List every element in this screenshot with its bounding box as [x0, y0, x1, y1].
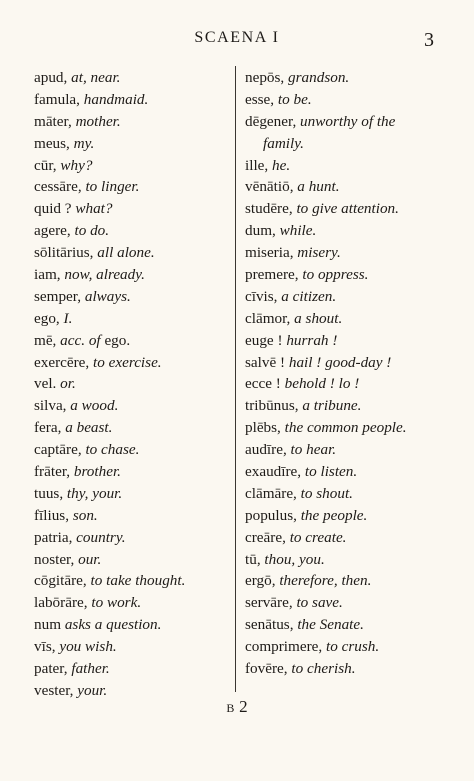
latin-word: tribūnus, [245, 397, 303, 415]
english-gloss: behold ! lo ! [284, 375, 360, 393]
latin-word: captāre, [34, 441, 86, 459]
latin-word: euge ! [245, 331, 287, 349]
english-gloss: brother. [73, 463, 121, 481]
page-number: 3 [424, 29, 434, 51]
vocab-entry [245, 330, 445, 352]
vocab-entry [34, 505, 229, 527]
vocabulary-column-left [34, 67, 229, 702]
latin-word: plēbs, [245, 419, 285, 437]
column-divider [235, 66, 236, 692]
english-gloss: our. [78, 550, 102, 568]
latin-word: cōgitāre, [34, 572, 91, 590]
english-gloss: hurrah ! [286, 331, 338, 349]
english-gloss: to shout. [300, 484, 353, 502]
vocab-entry [245, 570, 445, 592]
latin-word: dēgener, [245, 112, 301, 130]
latin-word: vel. [34, 375, 61, 393]
english-gloss: father. [71, 660, 110, 678]
latin-word: famula, [34, 90, 84, 108]
latin-word: nepōs, [245, 69, 289, 86]
vocab-entry [245, 286, 445, 308]
vocab-entry [34, 111, 229, 133]
vocab-entry [245, 176, 445, 198]
latin-word: sōlitārius, [34, 244, 98, 262]
signature-number: 2 [239, 697, 248, 716]
english-gloss: he. [272, 156, 291, 174]
vocab-entry [34, 242, 229, 264]
vocab-entry [245, 198, 445, 220]
latin-word: semper, [34, 287, 85, 305]
latin-word: ego, [34, 309, 64, 327]
latin-word: mē, [34, 331, 61, 349]
latin-word: dum, [245, 222, 280, 240]
latin-word: quid ? [34, 200, 76, 218]
vocab-entry [34, 636, 229, 658]
english-gloss: to take thought. [90, 572, 186, 590]
latin-word: premere, [245, 266, 303, 284]
english-gloss: to hear. [290, 441, 337, 459]
vocab-entry [34, 198, 229, 220]
english-gloss: the people. [300, 506, 368, 524]
english-gloss: country. [76, 528, 126, 546]
vocab-entry [245, 264, 445, 286]
english-gloss: therefore, then. [279, 572, 372, 590]
english-gloss: why? [60, 156, 93, 174]
vocab-entry [34, 264, 229, 286]
latin-word: cessāre, [34, 178, 86, 196]
vocabulary-column-right [245, 67, 445, 680]
english-gloss: to crush. [325, 638, 380, 656]
vocab-entry [245, 527, 445, 549]
vocab-entry [245, 461, 445, 483]
english-gloss: asks a question. [64, 616, 162, 634]
vocab-entry [245, 636, 445, 658]
vocab-entry [245, 505, 445, 527]
vocab-entry [34, 133, 229, 155]
english-gloss: acc. of [60, 331, 101, 349]
english-gloss: a shout. [294, 309, 343, 327]
vocab-entry [245, 133, 445, 155]
vocab-entry [34, 308, 229, 330]
latin-word: silva, [34, 397, 71, 415]
latin-word: salvē ! [245, 353, 289, 371]
vocab-entry [34, 527, 229, 549]
vocab-entry [245, 352, 445, 374]
latin-word: exercēre, [34, 353, 94, 371]
english-gloss: to oppress. [302, 266, 369, 284]
english-gloss: to create. [289, 528, 347, 546]
latin-word: cīvis, [245, 287, 282, 305]
latin-word: esse, [245, 90, 278, 108]
latin-word: exaudīre, [245, 463, 305, 481]
english-gloss: to exercise. [93, 353, 162, 371]
vocab-entry [34, 461, 229, 483]
latin-word: patria, [34, 528, 77, 546]
latin-word-tail: ego. [100, 331, 131, 349]
latin-word: studēre, [245, 200, 297, 218]
english-gloss: a beast. [65, 419, 113, 437]
vocab-entry [245, 111, 445, 133]
english-gloss: son. [72, 506, 98, 524]
english-gloss: a hunt. [297, 178, 340, 196]
latin-word: meus, [34, 134, 74, 152]
latin-word: ecce ! [245, 375, 285, 393]
english-gloss: to give attention. [296, 200, 399, 218]
english-gloss: I. [63, 309, 73, 327]
english-gloss: a wood. [70, 397, 119, 415]
latin-word: apud, [34, 69, 72, 86]
english-gloss: to cherish. [291, 660, 356, 678]
latin-word: comprimere, [245, 638, 326, 656]
vocab-entry [34, 286, 229, 308]
english-gloss: thy, your. [66, 484, 123, 502]
printer-signature [0, 697, 474, 717]
latin-word: tū, [245, 550, 265, 568]
latin-word: noster, [34, 550, 79, 568]
english-gloss: unworthy of the [300, 112, 396, 130]
english-gloss: mother. [75, 112, 121, 130]
english-gloss: misery. [297, 244, 341, 262]
vocab-entry [245, 242, 445, 264]
latin-word: clāmor, [245, 309, 295, 327]
signature-letter: B [226, 701, 236, 715]
vocab-entry [34, 89, 229, 111]
vocab-entry [34, 352, 229, 374]
latin-word: labōrāre, [34, 594, 92, 612]
vocab-entry [245, 614, 445, 636]
english-gloss: while. [279, 222, 317, 240]
latin-word: frāter, [34, 463, 74, 481]
vocab-entry [34, 395, 229, 417]
vocab-entry [245, 373, 445, 395]
latin-word: fera, [34, 419, 66, 437]
latin-word: fovēre, [245, 660, 292, 678]
vocab-entry [34, 67, 229, 89]
vocab-entry [245, 89, 445, 111]
vocab-entry [245, 155, 445, 177]
english-gloss: at, near. [71, 69, 121, 86]
vocab-entry [34, 570, 229, 592]
english-gloss: the Senate. [297, 616, 364, 634]
vocab-entry [245, 395, 445, 417]
vocab-entry [245, 592, 445, 614]
latin-word: num [34, 616, 65, 634]
english-gloss: family. [263, 134, 304, 152]
latin-word: miseria, [245, 244, 298, 262]
english-gloss: grandson. [288, 69, 350, 86]
english-gloss: to be. [277, 90, 312, 108]
vocab-entry [34, 614, 229, 636]
latin-word: pater, [34, 660, 72, 678]
vocab-entry [245, 549, 445, 571]
english-gloss: or. [60, 375, 76, 393]
latin-word: creāre, [245, 528, 290, 546]
latin-word: vīs, [34, 638, 60, 656]
english-gloss: a tribune. [302, 397, 362, 415]
vocab-entry [245, 483, 445, 505]
english-gloss: to save. [296, 594, 343, 612]
english-gloss: you wish. [59, 638, 117, 656]
latin-word: māter, [34, 112, 76, 130]
latin-word: tuus, [34, 484, 67, 502]
english-gloss: to chase. [85, 441, 140, 459]
latin-word: vēnātiō, [245, 178, 298, 196]
english-gloss: handmaid. [83, 90, 149, 108]
vocab-entry [245, 439, 445, 461]
latin-word: populus, [245, 506, 301, 524]
vocab-entry [245, 417, 445, 439]
vocab-entry [34, 155, 229, 177]
latin-word: clāmāre, [245, 484, 301, 502]
vocab-entry [34, 439, 229, 461]
latin-word: iam, [34, 266, 65, 284]
latin-word: cūr, [34, 156, 61, 174]
vocab-entry [34, 417, 229, 439]
english-gloss: hail ! good-day ! [288, 353, 392, 371]
vocab-entry [34, 330, 229, 352]
running-head: SCAENA I [194, 29, 280, 46]
vocab-entry [34, 483, 229, 505]
latin-word: ille, [245, 156, 272, 174]
latin-word: ergō, [245, 572, 280, 590]
vocab-entry [34, 373, 229, 395]
english-gloss: to do. [74, 222, 110, 240]
english-gloss: now, already. [64, 266, 145, 284]
english-gloss: your. [77, 681, 108, 699]
latin-word: servāre, [245, 594, 297, 612]
vocab-entry [245, 67, 445, 89]
latin-word: vester, [34, 681, 78, 699]
english-gloss: to linger. [85, 178, 140, 196]
english-gloss: my. [73, 134, 95, 152]
vocab-entry [34, 176, 229, 198]
vocab-entry [34, 592, 229, 614]
english-gloss: all alone. [97, 244, 155, 262]
vocab-entry [34, 658, 229, 680]
english-gloss: to work. [91, 594, 142, 612]
vocab-entry [34, 220, 229, 242]
latin-word: agere, [34, 222, 75, 240]
latin-word: fīlius, [34, 506, 73, 524]
vocab-entry [34, 549, 229, 571]
vocab-entry [245, 308, 445, 330]
latin-word: senātus, [245, 616, 298, 634]
vocab-entry [245, 658, 445, 680]
english-gloss: to listen. [304, 463, 358, 481]
english-gloss: always. [84, 287, 131, 305]
english-gloss: thou, you. [264, 550, 325, 568]
latin-word: audīre, [245, 441, 291, 459]
vocab-entry [245, 220, 445, 242]
english-gloss: the common people. [284, 419, 407, 437]
english-gloss: what? [75, 200, 113, 218]
english-gloss: a citizen. [281, 287, 337, 305]
